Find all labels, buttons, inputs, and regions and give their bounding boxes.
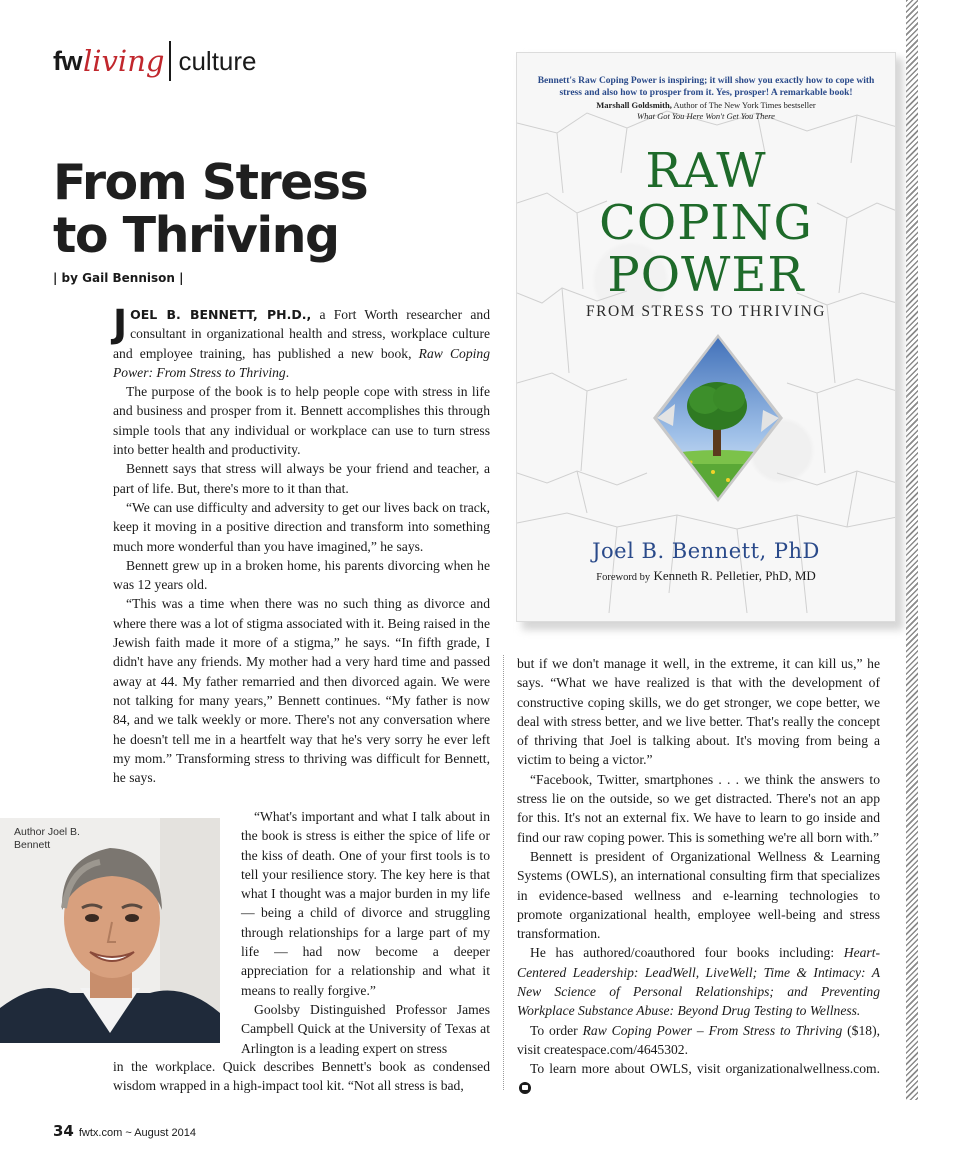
byline: | by Gail Bennison | <box>53 271 184 285</box>
blurb-attribution <box>537 100 875 111</box>
title-line-1: From Stress <box>53 154 368 211</box>
paragraph-r6 <box>517 1059 880 1098</box>
book-title <box>517 145 895 301</box>
r5-end: ($18), visit createspace.com/4645302. <box>517 1022 880 1057</box>
p1-text: a Fort Worth researcher and consultant in organizational health and stress, workplace culture and employee training, has published a new book, <box>113 307 490 361</box>
section-name: culture <box>178 45 257 76</box>
body-column-left-bottom <box>113 1057 490 1096</box>
paragraph-8: Goolsby Distinguished Professor James Campbell Quick at the University of Texas at Arlington is a leading expert on stress <box>241 1001 490 1056</box>
paragraph-4: “We can use difficulty and adversity to get our lives back on track, keep it moving in a positive direction and transform into something much more wonderful than you have imagined,” he says. <box>113 499 490 554</box>
paragraph-5: Bennett grew up in a broken home, his parents divorcing when he was 12 years old. <box>113 557 490 593</box>
section-header <box>53 38 257 84</box>
book-title-line-2: COPING <box>599 195 813 251</box>
article-title <box>53 156 473 262</box>
footer-issue: fwtx.com ~ August 2014 <box>78 1127 196 1139</box>
p1-book-title: Raw Coping Power: From Stress to Thriving <box>113 345 490 380</box>
book-blurb <box>517 75 895 121</box>
paragraph-r2: “Facebook, Twitter, smartphones . . . we think the answers to stress lie on the outside, so we get distracted. There's not an app for this. It's not an external fix. We have to learn to go inside and find our raw coping power. This is something we're all born with.” <box>517 771 880 845</box>
r4-book-list: Heart-Centered Leadership: LeadWell, LiveWell; Time & Intimacy: A New Science of Personal Relationships; and Preventing Workplace Substance Abuse: Beyond Drug Testing to Wellness. <box>517 945 880 1019</box>
page-number: 34 <box>53 1122 74 1140</box>
paragraph-8-continued: in the workplace. Quick describes Bennett's book as condensed wisdom wrapped in a high-impact tool kit. “Not all stress is bad, <box>113 1059 490 1094</box>
p1-end: . <box>285 364 290 380</box>
paragraph-r3: Bennett is president of Organizational Wellness & Learning Systems (OWLS), an international consulting firm that specializes in evidence-based wellness and e-learning technologies to promote organizational health, employee well-being and stress transformation. <box>517 848 880 942</box>
paragraph-3: Bennett says that stress will always be your friend and teacher, a part of life. But, there's more to it than that. <box>113 461 490 496</box>
paragraph-6: “This was a time when there was no such thing as divorce and where there was a lot of stigma associated with it. Being raised in the Jewish faith made it more of a stigma,” he says. “In fifth grade, I didn't have any friends. My mother had a very hard time and passed away at 44. My father remarried and then divorced again. We were not talking for many years,” Bennett continues. “My father is now 84, and we talk weekly or more. There's not any conversation where he doesn't tell me in a heartfelt way that he's very sorry he ever left my mom.” Transforming stress to thriving was difficult for Bennett, he says. <box>113 596 490 786</box>
paragraph-2: The purpose of the book is to help people cope with stress in life and business and prosper from it. Bennett accomplishes this through simple tools that any individual or workplace can use to turn stress into better health and productivity. <box>113 384 490 458</box>
blurb-book-title: What Got You Here Won't Get You There <box>637 111 775 121</box>
body-column-left-top <box>113 302 490 787</box>
book-title-line-3: POWER <box>607 247 805 303</box>
tree-window-illustration <box>653 334 783 502</box>
foreword-label: Foreword by <box>596 572 651 583</box>
decorative-edge-border <box>906 0 918 1100</box>
page-footer <box>53 1122 196 1140</box>
brand-living: living <box>83 44 165 78</box>
r5-text: To order <box>530 1022 583 1038</box>
book-author: Joel B. Bennett, PhD <box>592 539 820 563</box>
r6-text: To learn more about OWLS, visit organizationalwellness.com. <box>530 1061 880 1077</box>
r4-text: He has authored/coauthored four books including: <box>530 945 844 961</box>
lead-in: OEL B. BENNETT, PH.D., <box>130 307 312 322</box>
book-subtitle: FROM STRESS TO THRIVING <box>586 303 826 320</box>
paragraph-1 <box>113 302 490 382</box>
body-column-right <box>517 654 880 1098</box>
book-foreword <box>517 568 895 584</box>
book-cover-image <box>516 52 896 622</box>
header-divider <box>169 41 171 81</box>
drop-cap: J <box>113 302 128 346</box>
body-column-left-narrow <box>241 807 490 1058</box>
paragraph-7: “What's important and what I talk about in the book is stress is either the spice of life or the kiss of death. One of your first tools is to tell your resilience story. The key here is that what I thought was a major burden in my life — being a child of divorce and struggling through relationships for a large part of my life — had now become a deeper appreciation for a relationship and what it means to really forgive.” <box>241 809 490 998</box>
blurb-author: Marshall Goldsmith, <box>596 100 672 110</box>
end-mark-icon <box>519 1082 531 1094</box>
paragraph-r5 <box>517 1021 880 1060</box>
book-title-line-1: RAW <box>645 143 767 199</box>
foreword-name: Kenneth R. Pelletier, PhD, MD <box>653 568 816 583</box>
r5-book-title: Raw Coping Power – From Stress to Thriving <box>582 1022 843 1038</box>
paragraph-r1: but if we don't manage it well, in the extreme, it can kill us,” he says. “What we have realized is that with the development of constructive coping skills, we do get stronger, we cope better, we deal with stress better, and we live better. That's really the concept of thriving that Joel is talking about. It's moving from being a victim to being a victor.” <box>517 656 880 768</box>
photo-caption: Author Joel B. Bennett <box>14 826 80 851</box>
brand-fw: fw <box>53 45 82 76</box>
title-line-2: to Thriving <box>53 207 339 264</box>
blurb-quote: Bennett's Raw Coping Power is inspiring; it will show you exactly how to cope with stress and also how to prosper from it. Yes, prosper! A remarkable book! <box>537 76 875 98</box>
blurb-author-role: Author of The New York Times bestseller <box>673 100 816 110</box>
column-divider <box>503 655 504 1090</box>
paragraph-r4 <box>517 943 880 1020</box>
